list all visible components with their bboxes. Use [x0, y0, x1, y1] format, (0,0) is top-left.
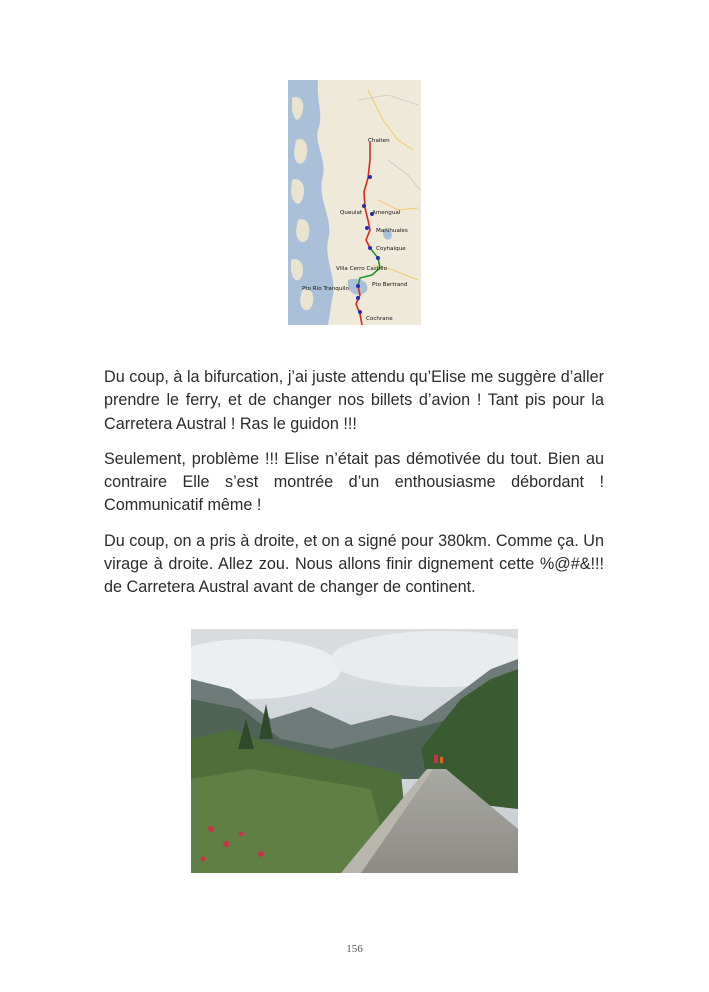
page-number: 156: [346, 943, 363, 955]
map-label-coyhaique: Coyhaique: [376, 246, 406, 252]
map-label-manihuales: Mañihuales: [376, 228, 408, 234]
paragraph-1: Du coup, à la bifurcation, j’ai juste attendu qu’Elise me suggère d’aller prendre le ferry, et de changer nos billets d’avion ! Tant pis pour la Carretera Austral ! Ras le guidon !!!: [104, 368, 604, 433]
map-label-queulat: Queulat: [340, 210, 363, 216]
map-label-cochrane: Cochrane: [366, 316, 393, 322]
route-map-image: [288, 80, 421, 325]
paragraph-3: Du coup, on a pris à droite, et on a signé pour 380km. Comme ça. Un virage à droite. Allez zou. Nous allons finir dignement cette %@#&!!! de Carretera Austral avant de changer de continent.: [104, 531, 604, 597]
map-label-cerro-castillo: Villa Cerro Castillo: [336, 266, 388, 272]
map-label-rio-tranquilo: Pto Río Tranquilo: [302, 286, 349, 292]
map-label-bertrand: Pto Bertrand: [372, 282, 408, 288]
map-label-amengual: Amengual: [372, 210, 401, 216]
map-label-chaiten: Chaiten: [368, 138, 390, 144]
body-text: [104, 366, 604, 612]
road-landscape-photo: [191, 629, 518, 873]
paragraph-2: Seulement, problème !!! Elise n’était pas démotivée du tout. Bien au contraire Elle s’est montrée d’un enthousiasme débordant ! Communicatif même !: [104, 449, 604, 515]
